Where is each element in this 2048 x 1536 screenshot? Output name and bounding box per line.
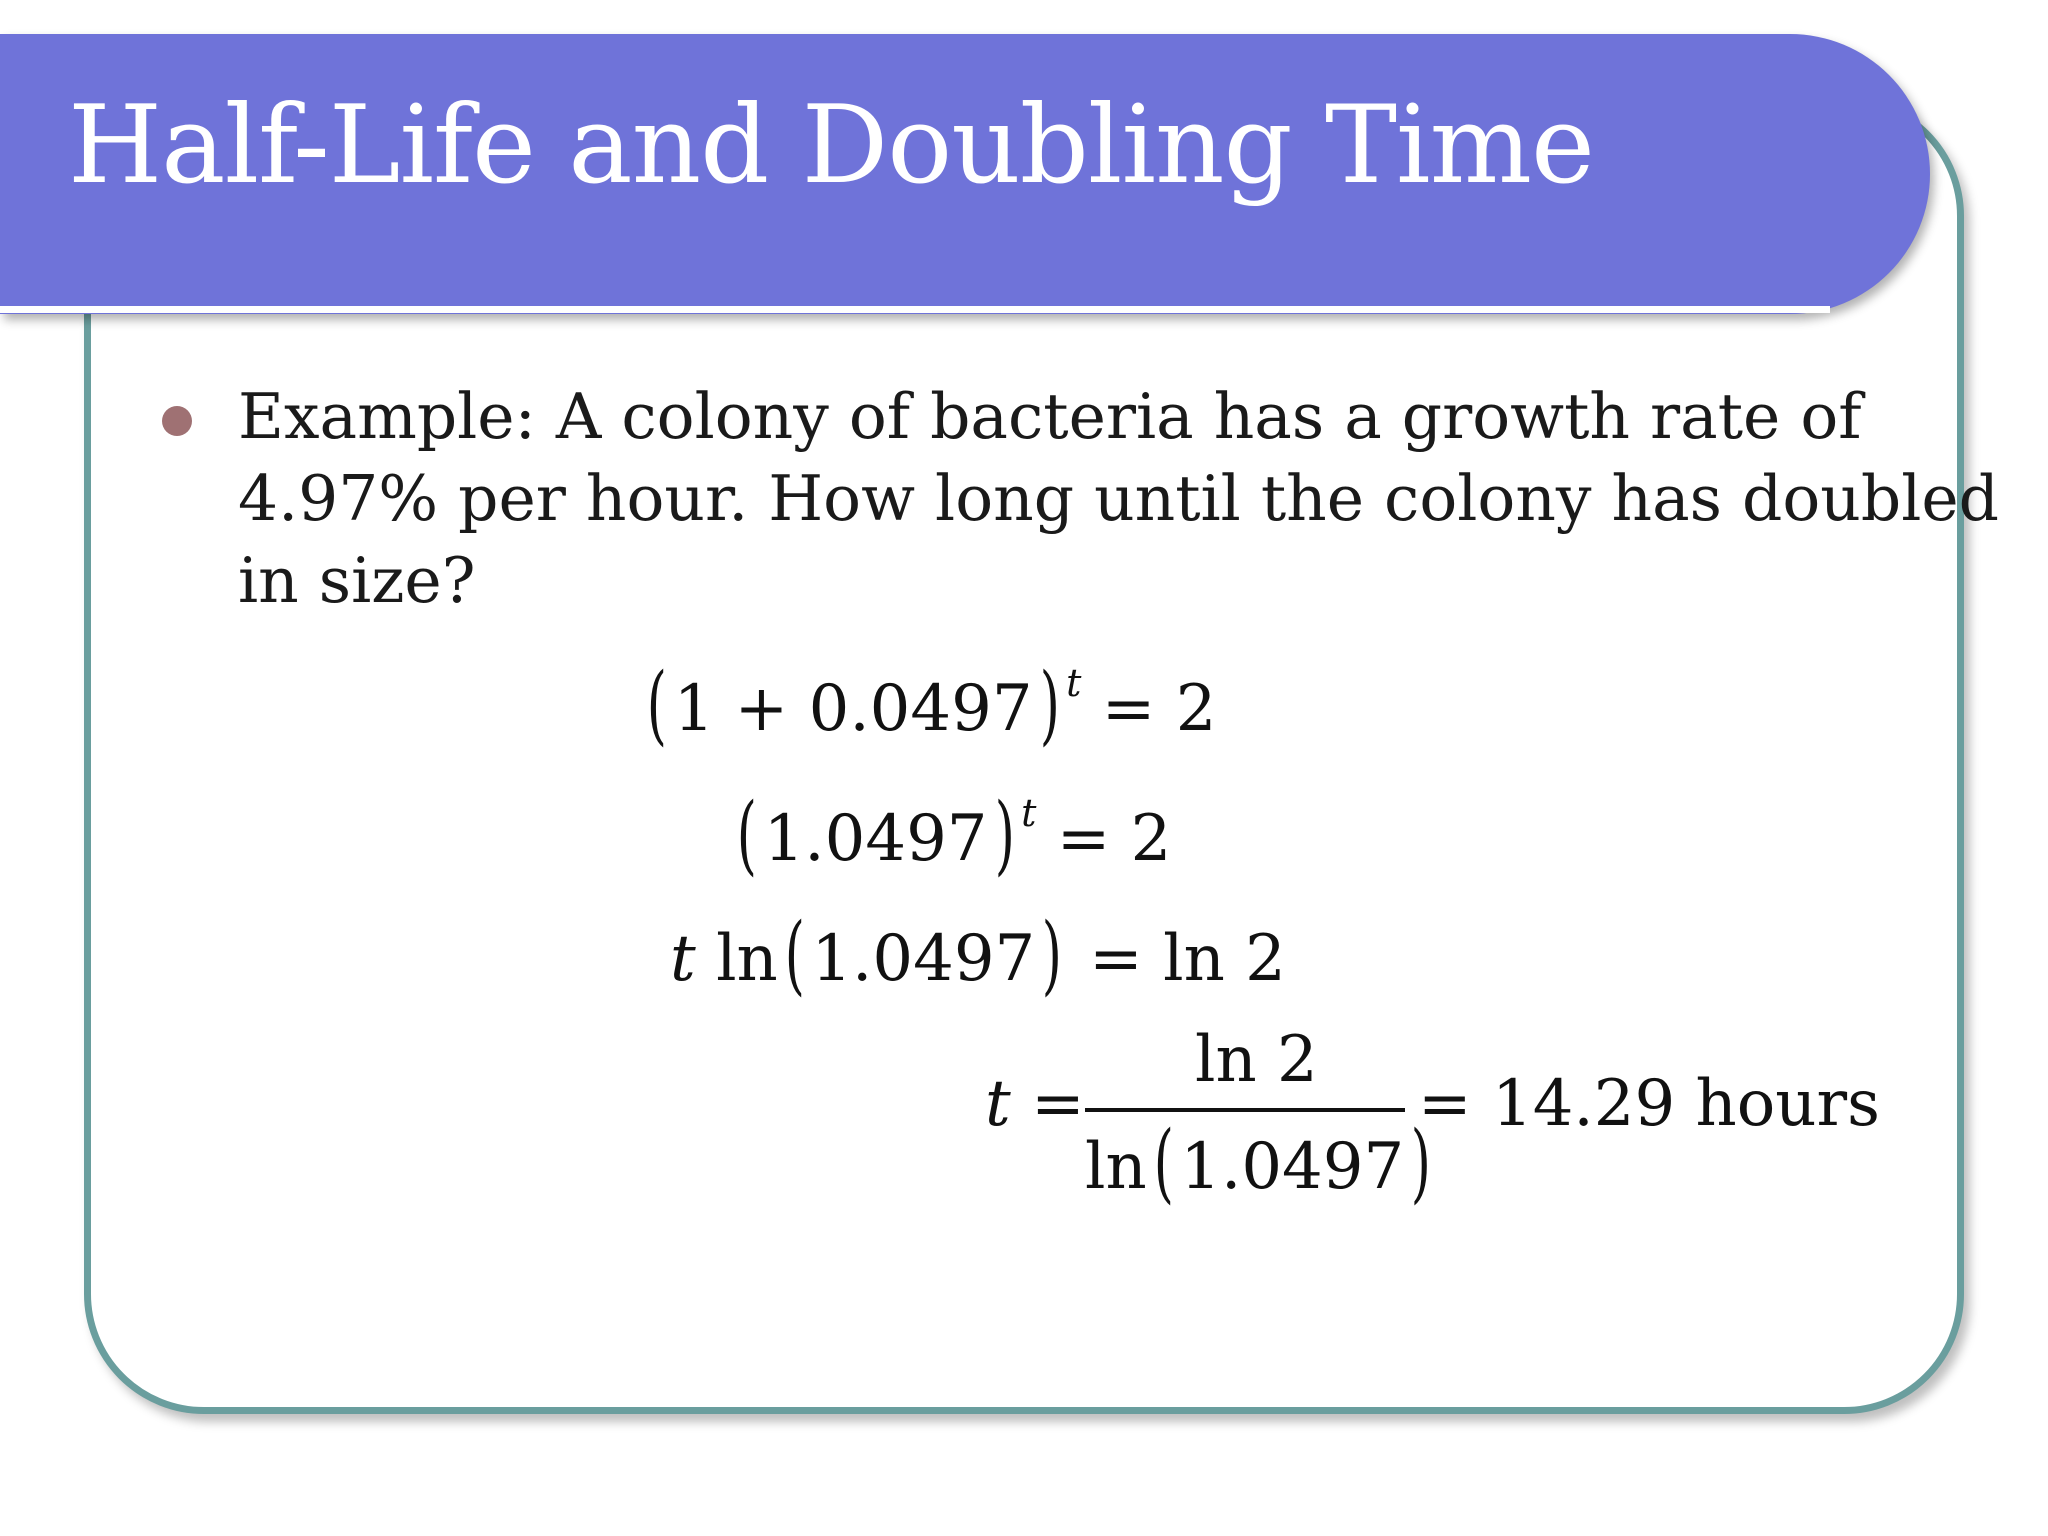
bullet-line-2: 4.97% per hour. How long until the colony has doubled [238, 462, 1999, 535]
fraction-denominator: ln( 1.0497) [1085, 1113, 1432, 1213]
equation-2: ( 1.0497) $^t$ = 2 [736, 785, 1172, 885]
fraction-bar [1085, 1108, 1405, 1112]
eq4-lhs: t = [985, 1067, 1085, 1141]
bullet-line-3: in size? [238, 544, 476, 617]
bullet-line-1: Example: A colony of bacteria has a growth rate of [238, 380, 1862, 453]
eq4-den-arg: 1.0497 [1180, 1130, 1405, 1204]
eq2-exponent: t [1021, 791, 1037, 835]
slide-title: Half-Life and Doubling Time [68, 83, 1594, 208]
eq1-rhs: = 2 [1101, 672, 1217, 746]
eq3-var: t [670, 922, 696, 996]
equation-4-result: = 14.29 hours [1418, 1067, 1880, 1141]
eq4-den-fn: ln [1085, 1130, 1147, 1204]
fraction-numerator: ln 2 [1195, 1023, 1318, 1097]
bullet-text [238, 376, 1999, 622]
equation-3: t ln( 1.0497) = ln 2 [670, 905, 1286, 1005]
eq2-rhs: = 2 [1056, 802, 1172, 876]
bullet-icon [162, 406, 192, 436]
title-underline [0, 306, 1830, 313]
eq3-rhs: = ln 2 [1089, 922, 1286, 996]
eq3-fn: ln [716, 922, 778, 996]
equation-1: ( 1 + 0.0497) $^t$ = 2 [646, 655, 1217, 755]
eq2-base: 1.0497 [763, 802, 988, 876]
eq1-base: 1 + 0.0497 [673, 672, 1033, 746]
equation-4-lhs [985, 1067, 1085, 1141]
eq1-exponent: t [1066, 661, 1082, 705]
eq3-arg: 1.0497 [811, 922, 1036, 996]
